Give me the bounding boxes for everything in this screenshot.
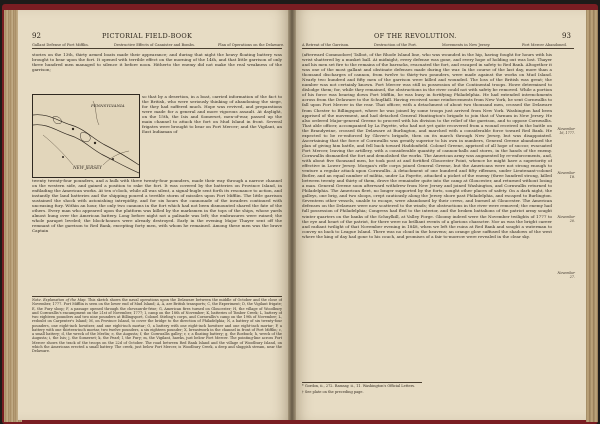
left-text-beside-map: so that by a desertion, in a boat, carried information of the fact to the British, who were seriously thinking of abandoning the siege, for they had suffered much. Hope was revived, and preparations were made for a general and more vigorous assault. At daylight, on the 15th, the Isis and Somerset, men-of-war, passed up the main channel to attack the fort on Mud Island in front. Several frigates were brought to bear on Fort Mercer; and the Vigilant, an East Indiaman of [142,94,282,135]
right-subhead-2: Destruction of the Fort. [374,43,417,47]
left-subhead-3: Plan of Operations on the Delaware. [218,43,285,47]
right-running-head: OF THE REVOLUTION. [374,32,457,40]
right-footnote-1: * Gordon, ii., 272. Ramsay, ii., 11. Washington's Official Letters. [302,384,416,388]
left-header-rule [32,48,282,49]
right-footnote-2: † See plate on the preceding page. [302,390,364,394]
map-label-new-jersey: NEW JERSEY [73,165,102,170]
left-subhead-2: Destructive Effects of Cannister and Bombs. [114,43,195,47]
map-drawing [33,95,139,177]
right-page [292,10,586,420]
left-text-top: stories on the 13th, thirty armed boats made their appearance; and during that night the heavy floating battery was brought to bear upon the fort. It opened with terrible effect on the morning of the 14th, and that little garrison of only three hundred men managed to silence it before noon. Hitherto the enemy did not make the real weakness of the garrison; [32,52,282,73]
margin-note-4: November 27. [557,271,575,279]
map-figure [32,94,140,178]
page-edges-right [586,10,598,422]
left-page-number: 92 [32,32,41,40]
right-subhead-4: Fort Mercer Abandoned. [522,43,567,47]
margin-note-2: November 18. [557,171,575,179]
book-gutter [288,10,296,420]
right-page-number: 93 [562,32,571,40]
margin-note-3: November 20. [557,215,575,223]
map-label-pennsylvania: PENNSYLVANIA [91,103,125,108]
left-running-head: PICTORIAL FIELD-BOOK [102,32,193,40]
right-header-rule [302,48,574,49]
left-subhead-1: Gallant Defense of Fort Mifflin. [32,43,89,47]
left-footnote-label: Note. Explanation of the Map. [32,298,87,302]
left-footnote-body: This sketch shows the naval operations upon the Delaware between the middle of October and the close of November, 1777. Fort Mifflin is seen on the lower end of Mud Island; A, A, are British transports; C, the Experiment; D, the Vigilant frigate; E, the Fury sloop; F, a passage opened through the chevaux-de-frise; G, American fires turned on Gloucester; H, the village of Woodbury and Cornwallis's encampment on the 21st of November, 1777; I, camp on the 18th of November; K, batteries of Timber Creek; L, battery of two eighteen pounders and two nine pounders at Billingsport, Colonel Stirling's corps, and Cornwallis's camp on the 19th of November; L, redoubt on Carpenter's Island; M, on Province Island, to cover the bridge to the direction of Philadelphia; N, a battery of six twenty-four pounders, one eight-inch howitzer, and one eight-inch mortar; O, a battery with one eight-inch howitzer and one eight-inch mortar; P, a battery with one thirteen-inch mortar, two twelve pounders, a six eighteen pounder; X, breastwork in the channel in front of Fort Mifflin; c, a small battery; d, the wreck of the Merlin; e, the Augusta; f, the Cornwallis galley; r, r, a floating battery; g, the Roebuck; h, wreck of the Augusta; i, the Isis; j, the Somerset; k, the Pearl; l, the Fury; m, the Vigilant, hawks, just below Fort Mercer. The pointing-line across Fort Mercer shows the track of the troops on the 22d of October. The road between Red Bank Island and the village of Woodbury Island, on which the Americans erected a small battery. The creek, just below Fort Mercer, is Woodbury Creek, a deep and sluggish stream, near the Delaware. [32,298,282,353]
right-text-main: (afterward Commodore) Talbot, of the Rhode Island line, who was wounded in the hip, having fought for hours with his wrist shattered by a musket ball. At midnight, every defense was gone, and every hope of holding out was lost. Thayer and his men set fire to the remains of the barracks, evacuated the fort, and escaped in safety to Red Bank. Altogether it was one of the most gallant and obstinate defenses made during the war. In the course of the last day, more than a thousand discharges of cannon, from twelve to thirty-two pounders, were made against the works on Mud Island. Nearly two hundred and fifty men of the garrison were killed and wounded. The loss of the British was great; the number was not certainly known. Fort Mercer was still in possession of the Continental troops. Howe determined to dislodge them; for, while they remained, the obstructions in the river could not with safety be removed. While a portion of his force was bearing down Fort Mifflin, he was busy in fortifying Philadelphia. He had extended intrenchments across from the Delaware to the Schuylkill. Having received some reinforcements from New York, he sent Cornwallis to fall upon Fort Mercer in the rear. That officer, with a detachment of about two thousand men, crossed the Delaware from Chester to Billingsport, where he was joined by some troops just arrived from New York. Washington had been apprised of the movement, and had detached General Huntington's brigade to join that of Varnum in New Jersey. He also ordered Major-general Greene to proceed with his division to the relief of the garrison, and to oppose Cornwallis. That able officer, accompanied by La Fayette, who had not yet quite recovered from a wound received in the battle on the Brandywine, crossed the Delaware at Burlington, and marched with a considerable force toward Red Bank. He expected to be re-enforced by Glover's brigade, then on its march through New Jersey, but was disappointed. Ascertaining that the force of Cornwallis was greatly superior to his own in numbers, General Greene abandoned the plan of giving him battle, and fell back toward Haddonfield. Colonel Greene, apprised of all hope of succor, evacuated Fort Mercer, leaving the artillery, with a considerable quantity of cannon-balls and stores, in the hands of the enemy. Cornwallis dismantled the fort and demolished the works. The American army was augmented by re-enforcements, and, with about five thousand men, he took post at and fortified Gloucester Point, whence he might have a superiority of effective in Lower Jersey. Morgan's rifle corps joined General Greene, but the Americans were not strong enough to venture a regular attack upon Cornwallis. A detachment of one hundred and fifty riflemen, under Lieutenant-colonel Butler, and an equal number of militia, under La Fayette, attacked a picket of the enemy (three hundred strong, killed between twenty and thirty of them, drove the remainder quite into the camp at Gloucester, and returned without losing a man. General Greene soon afterward withdrew from New Jersey and joined Washington, and Cornwallis returned to Philadelphia. The American fleet, no longer supported by the forts, sought other places of safety. On a dark night, the galleys, one brig, and two sloops, crept cautiously along the Jersey shore past Philadelphia, and escaped to Burlington. Seventeen other vessels, unable to escape, were abandoned by their crews, and burned at Gloucester. The American defenses on the Delaware were now scattered to the winds; the obstructions in the river were removed; the enemy had full possession of Philadelphia; Congress had fled to the interior, and the broken battalions of the patriot army sought winter quarters on the banks of the Schuylkill, at Valley Forge. Gloomy indeed were the November twilights of 1777 to the eye and heart of the patriot, for there were no brilliant events of a glorious character. Nor as was the bright career and radiant twilight of that November evening in 1848, when we left the ruins at Red Bank and sought a waterman to convey us back to League Island. There was no cloud in the heavens; an orange glow suffused the shadows of the west where the king of day had gone to his couch, and promises of a fair to-morrow were revealed in the clear sky. [302,52,552,239]
left-footnote [32,298,282,408]
left-text-main: twenty twenty-four pounders, and a hulk with three twenty-four pounders, made their way through a narrow channel on the western side, and gained a position to rake the fort. It was covered by the batteries on Province Island, in enfilading the American works. At ten o'clock, while all was silent, a signal-bugle sent forth its resonance to action, and instantly the land batteries and the shipping poured a terrible storm of missiles upon Fort Mifflin. The little garrison sustained the shock with astonishing intrepidity, and for six hours the cannonade of the invaders continued with unceasing fury. Within an hour, the only two cannons in the fort which had not been dismounted shared the fate of the others. Every man who appeared upon the platform was killed by the marksmen in the tops of the ships, whose yards almost hung over the American battery. Long before night not a palisade was left; the embrasures were ruined; the whole parapet leveled; the block-houses were already destroyed. Early in the evening Major Thayer sent off the remnant of the garrison to Red Bank, excepting forty men, with whom he remained. Among these men was the brave Captain [32,178,282,234]
right-subhead-3: Movements in New Jersey. [442,43,491,47]
left-page [18,10,292,420]
right-subhead-1: A Retreat of the Garrison. [302,43,350,47]
margin-note-1: November 16, 1777. [557,127,575,135]
